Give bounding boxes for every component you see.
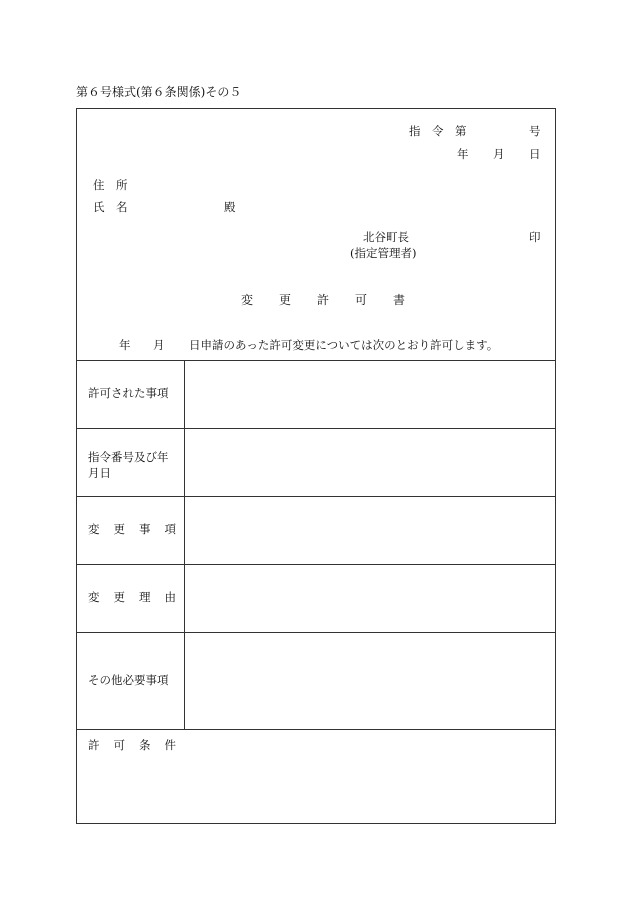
statement-month: 月 xyxy=(153,338,165,352)
issuer-name: 北谷町長 xyxy=(363,230,409,244)
row-label-directive-number-date: 指令番号及び年月日 xyxy=(88,450,169,480)
table-column-divider xyxy=(184,360,185,729)
row-label-change-reason: 変更理由 xyxy=(88,590,190,604)
table-divider xyxy=(77,564,555,565)
seal-mark: 印 xyxy=(529,230,541,244)
row-label-change-matters: 変更事項 xyxy=(88,522,190,536)
table-divider xyxy=(77,729,555,730)
table-divider xyxy=(77,360,555,361)
issuer-note: (指定管理者) xyxy=(350,246,417,260)
row-label-permitted-matters: 許可された事項 xyxy=(88,386,169,400)
form-number: 第６号様式(第６条関係)その５ xyxy=(76,85,242,99)
directive-number-suffix: 号 xyxy=(529,124,541,138)
statement-year: 年 xyxy=(119,338,131,352)
directive-number-prefix: 指 令 第 xyxy=(409,124,467,138)
name-label: 氏 名 xyxy=(93,200,128,214)
address-label: 住 所 xyxy=(93,178,128,192)
table-divider xyxy=(77,632,555,633)
table-divider xyxy=(77,428,555,429)
table-divider xyxy=(77,496,555,497)
date-year-label: 年 xyxy=(457,147,469,161)
permit-form xyxy=(76,108,556,824)
permit-conditions-label: 許可条件 xyxy=(88,738,190,752)
honorific-label: 殿 xyxy=(224,200,236,214)
date-day-label: 日 xyxy=(529,147,541,161)
row-label-other-matters: その他必要事項 xyxy=(88,673,169,687)
statement-text: 日申請のあった許可変更については次のとおり許可します。 xyxy=(189,338,499,352)
date-month-label: 月 xyxy=(493,147,505,161)
document-title: 変更許可書 xyxy=(241,293,432,307)
